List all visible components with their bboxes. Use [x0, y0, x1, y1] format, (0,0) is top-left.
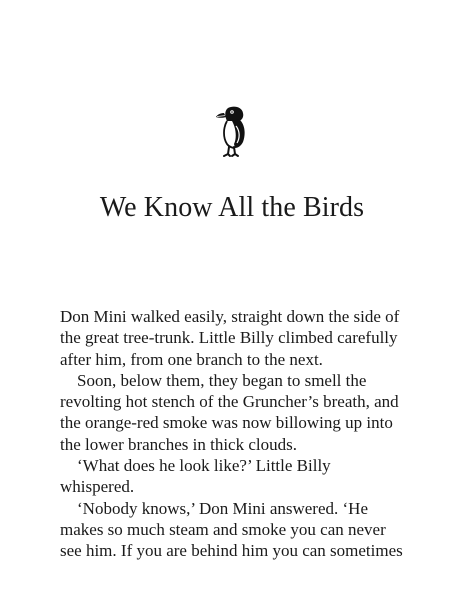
puffin-logo-icon	[212, 104, 252, 160]
chapter-title: We Know All the Birds	[99, 192, 365, 223]
body-text-line: revolting hot stench of the Gruncher’s breath, and	[60, 392, 399, 412]
body-text-line: whispered.	[60, 477, 135, 497]
body-text-line: Don Mini walked easily, straight down the side of	[60, 307, 400, 326]
body-text-line: ‘What does he look like?’ Little Billy	[77, 456, 331, 476]
chapter-body-text	[60, 306, 420, 562]
body-text-line: the great tree-trunk. Little Billy climbed carefully	[60, 328, 398, 348]
body-text-line: Soon, below them, they began to smell the	[77, 370, 367, 390]
body-text-line: see him. If you are behind him you can sometimes	[60, 541, 403, 561]
body-text-line: ‘Nobody knows,’ Don Mini answered. ‘He	[77, 498, 368, 518]
body-text-line: makes so much steam and smoke you can never	[60, 519, 386, 539]
body-text-line: the lower branches in thick clouds.	[60, 434, 297, 454]
body-text-line: the orange-red smoke was now billowing up into	[60, 413, 393, 433]
body-text-line: after him, from one branch to the next.	[60, 349, 323, 369]
